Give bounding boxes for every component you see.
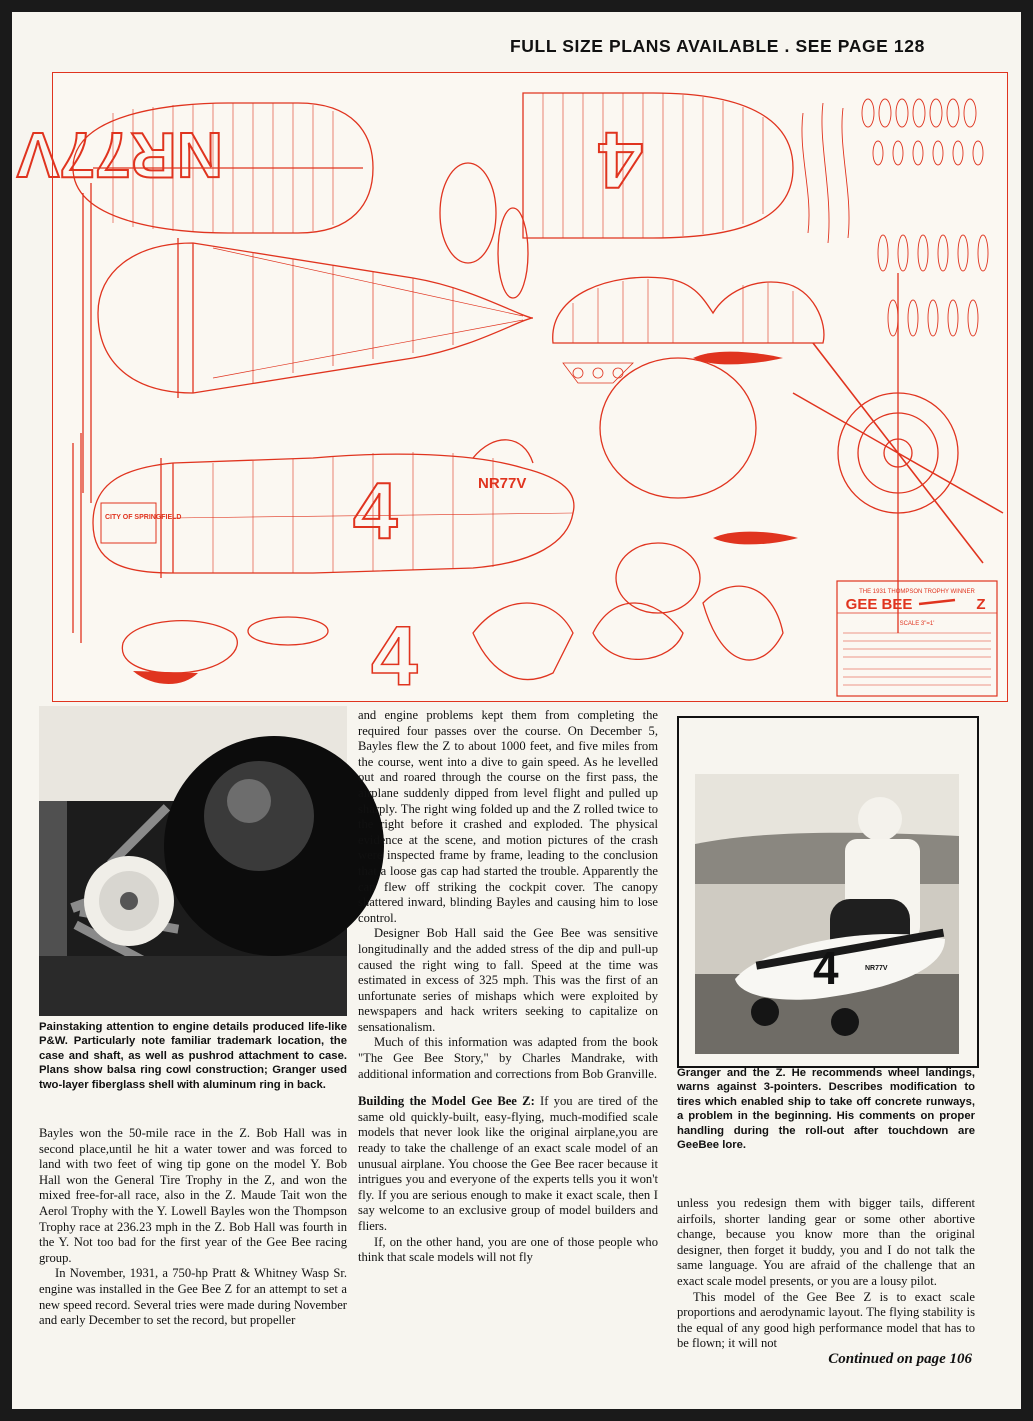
fuselage-top-view [98, 243, 533, 393]
wheel-pant [122, 621, 237, 673]
col2-paragraph-1: and engine problems kept them from completing the required four passes over the course. On December 5, Bayles flew the Z to about 1000 feet, and five miles from the course, went into a dive to gain speed. As he levelled out and roared through the course on the first pass, the airplane suddenly dipped from level flight and pulled up sharply. The right wing folded up and the Z rolled twice to the right before it crashed and exploded. The physical evidence at the scene, and motion pictures of the crash were inspected frame by frame, leading to the conclusion that a loose gas cap had started the trouble. Apparently the cap flew off striking the cockpit cover. The canopy shattered inward, blinding Bayles and causing him to lose control. [358, 708, 658, 925]
plan-svg [16, 73, 1007, 703]
col2-paragraph-4 [358, 1094, 658, 1234]
plan-drawing [16, 72, 1008, 703]
wing-planform-right [523, 93, 793, 238]
column-2 [358, 708, 658, 1266]
col1-paragraph-2: In November, 1931, a 750-hp Pratt & Whitney Wasp Sr. engine was installed in the Gee Bee Z for an attempt to set a new speed record. Several tries were made during November and early December to set the record, but propeller [39, 1266, 347, 1328]
col2-paragraph-5: If, on the other hand, you are one of those people who think that scale models will not fly [358, 1234, 658, 1265]
building-subhead: Building the Model Gee Bee Z: [358, 1094, 535, 1109]
side-registration: NR77V [478, 475, 527, 492]
magazine-page [12, 12, 1021, 1409]
pilot-photo-frame [677, 716, 979, 1068]
wing-registration: NR77V [16, 119, 223, 191]
building-body: If you are tired of the same old quickly-built, easy-flying, much-modified scale models that never look like the original airplane,you are ready to take the challenge of an exact scale model of an unusual airplane. You choose the Gee Bee racer because it intrigues you and everyone of the experts tells you it won't fly. If you are serious enough to make it exact scale, then I say welcome to an exclusive group of model builders and fliers. [358, 1094, 658, 1233]
col2-paragraph-3: Much of this information was adapted from the book "The Gee Bee Story," by Charles Mandrake, with additional information and corrections from Bob Granville. [358, 1035, 658, 1081]
title-box-scale: SCALE 3"=1' [899, 621, 935, 627]
model-race-number: 4 [813, 942, 839, 994]
engine-photo-caption: Painstaking attention to engine details produced life-like P&W. Particularly note familiar trademark location, the case and shaft, as well as pushrod attachment to case. Plans show balsa ring cowl construction; Granger used two-layer fiberglass shell with aluminum ring in back. [39, 1021, 347, 1091]
pilot-photo [695, 774, 959, 1054]
engine-photo [39, 706, 347, 1016]
stabilizer-planform [553, 277, 824, 343]
title-box-letter: Z [976, 596, 986, 613]
side-race-number: 4 [353, 466, 398, 555]
continued-on-page[interactable]: Continued on page 106 [828, 1351, 972, 1367]
springfield-marking: CITY OF SPRINGFIELD [105, 514, 182, 521]
plans-available-header: FULL SIZE PLANS AVAILABLE . SEE PAGE 128 [510, 36, 925, 56]
title-box-name: GEE BEE [845, 596, 913, 613]
column-3 [677, 1196, 975, 1352]
column-1 [39, 1126, 347, 1329]
col1-paragraph-1: Bayles won the 50-mile race in the Z. Bob Hall was in second place,until he hit a water tower and was forced to land with two feet of wing tip gone on the model Y. Bob Hall won the General Tire Trophy in the Z, and won the mixed free-for-all race, also in the Z. Maude Tait won the Aerol Trophy with the Y. Lowell Bayles won the Thompson Trophy race at 236.23 mph in the Z. Bob Hall was fourth in the Y. Not too bad for the first year of the Gee Bee racing group. [39, 1126, 347, 1265]
radial-engine-photo-icon [39, 706, 347, 1016]
pilot-photo-caption: Granger and the Z. He recommends wheel landings, warns against 3-pointers. Describes modification to tires which enabled ship to take off concrete runways, a problem in the beginning. His comments on proper handling during the roll-out after touchdown are GeeBee lore. [677, 1067, 975, 1152]
col3-paragraph-1: unless you redesign them with bigger tails, different airfoils, shorter landing gear or some other abortive change, because you know more than the original designer, then forget it buddy, you and I do not talk the same language. You are afraid of the challenge that an exact scale model presents, or you are a lousy pilot. [677, 1196, 975, 1288]
col3-paragraph-2: This model of the Gee Bee Z is to exact scale proportions and aerodynamic layout. The flying stability is the equal of any good high performance model that has to be flown; it will not [677, 1289, 975, 1351]
model-registration: NR77V [865, 965, 888, 972]
outline-race-number: 4 [371, 609, 418, 703]
upper-race-number: 4 [598, 116, 643, 205]
pilot-and-model-photo-icon [695, 774, 959, 1054]
col2-paragraph-2: Designer Bob Hall said the Gee Bee was sensitive longitudinally and the added stress of the dip and pull-up caused the right wing to fall. Speed at the time was estimated in excess of 325 mph. This was the first of an unfortunate series of mishaps which were exploited by newspapers and hack writers seeking to capitalize on sensationalism. [358, 926, 658, 1034]
title-box-subtitle: THE 1931 THOMPSON TROPHY WINNER [859, 589, 975, 595]
